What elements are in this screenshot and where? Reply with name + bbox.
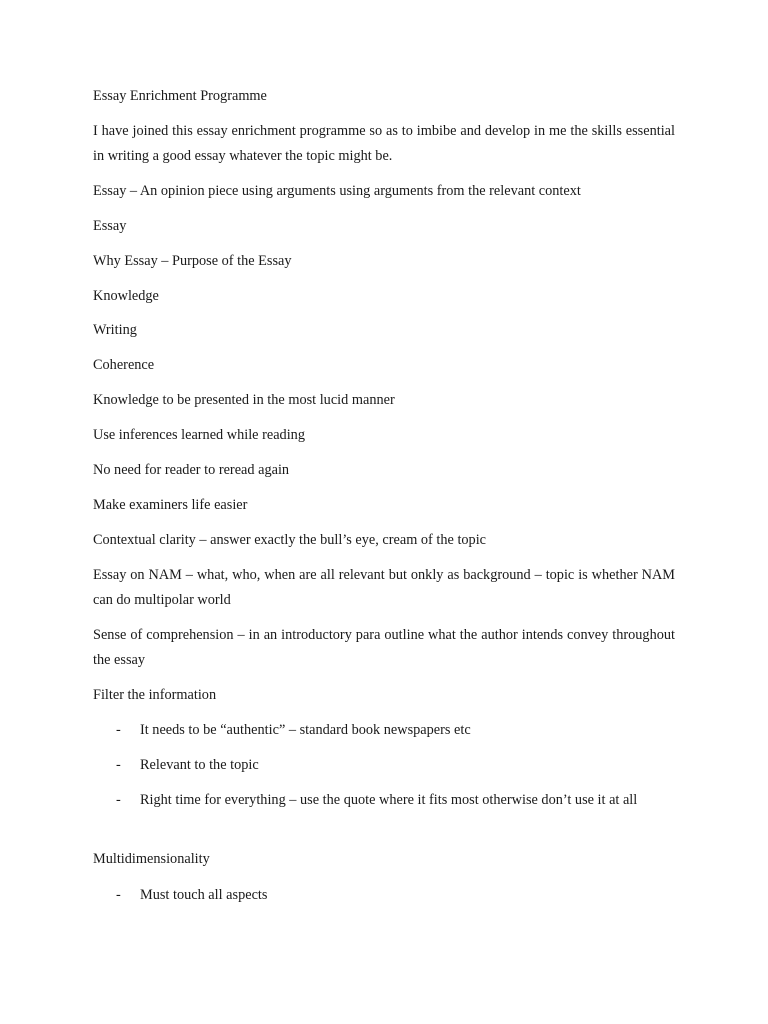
list-item-relevant: Relevant to the topic	[140, 757, 259, 773]
paragraph-lucid-manner: Knowledge to be presented in the most lucid manner	[93, 392, 395, 408]
paragraph-coherence: Coherence	[93, 357, 155, 373]
paragraph-no-reread: No need for reader to reread again	[93, 462, 290, 478]
paragraph-multidimensionality: Multidimensionality	[93, 851, 210, 867]
document-title: Essay Enrichment Programme	[93, 88, 267, 104]
list-item-right-time: Right time for everything – use the quote where it fits most otherwise don’t use it at all	[140, 792, 638, 808]
paragraph-inferences: Use inferences learned while reading	[93, 427, 305, 443]
paragraph-knowledge: Knowledge	[93, 288, 159, 304]
bullet-marker: -	[116, 722, 121, 738]
paragraph-essay-on-nam: Essay on NAM – what, who, when are all relevant but onkly as background – topic is whether NAM can do multipolar world	[93, 567, 675, 608]
paragraph-why-essay: Why Essay – Purpose of the Essay	[93, 253, 292, 269]
list-item-authentic: It needs to be “authentic” – standard book newspapers etc	[140, 722, 471, 738]
intro-paragraph: I have joined this essay enrichment programme so as to imbibe and develop in me the skills essential in writing a good essay whatever the topic might be.	[93, 123, 675, 164]
bullet-marker: -	[116, 757, 121, 773]
paragraph-contextual-clarity: Contextual clarity – answer exactly the bull’s eye, cream of the topic	[93, 532, 487, 548]
paragraph-essay: Essay	[93, 218, 127, 234]
paragraph-comprehension: Sense of comprehension – in an introductory para outline what the author intends convey throughout the essay	[93, 627, 675, 668]
paragraph-examiners: Make examiners life easier	[93, 497, 248, 513]
bullet-marker: -	[116, 887, 121, 903]
paragraph-writing: Writing	[93, 322, 137, 338]
paragraph-essay-definition: Essay – An opinion piece using arguments using arguments from the relevant context	[93, 183, 581, 199]
bullet-marker: -	[116, 792, 121, 808]
paragraph-filter-information: Filter the information	[93, 687, 217, 703]
list-item-touch-aspects: Must touch all aspects	[140, 887, 268, 903]
